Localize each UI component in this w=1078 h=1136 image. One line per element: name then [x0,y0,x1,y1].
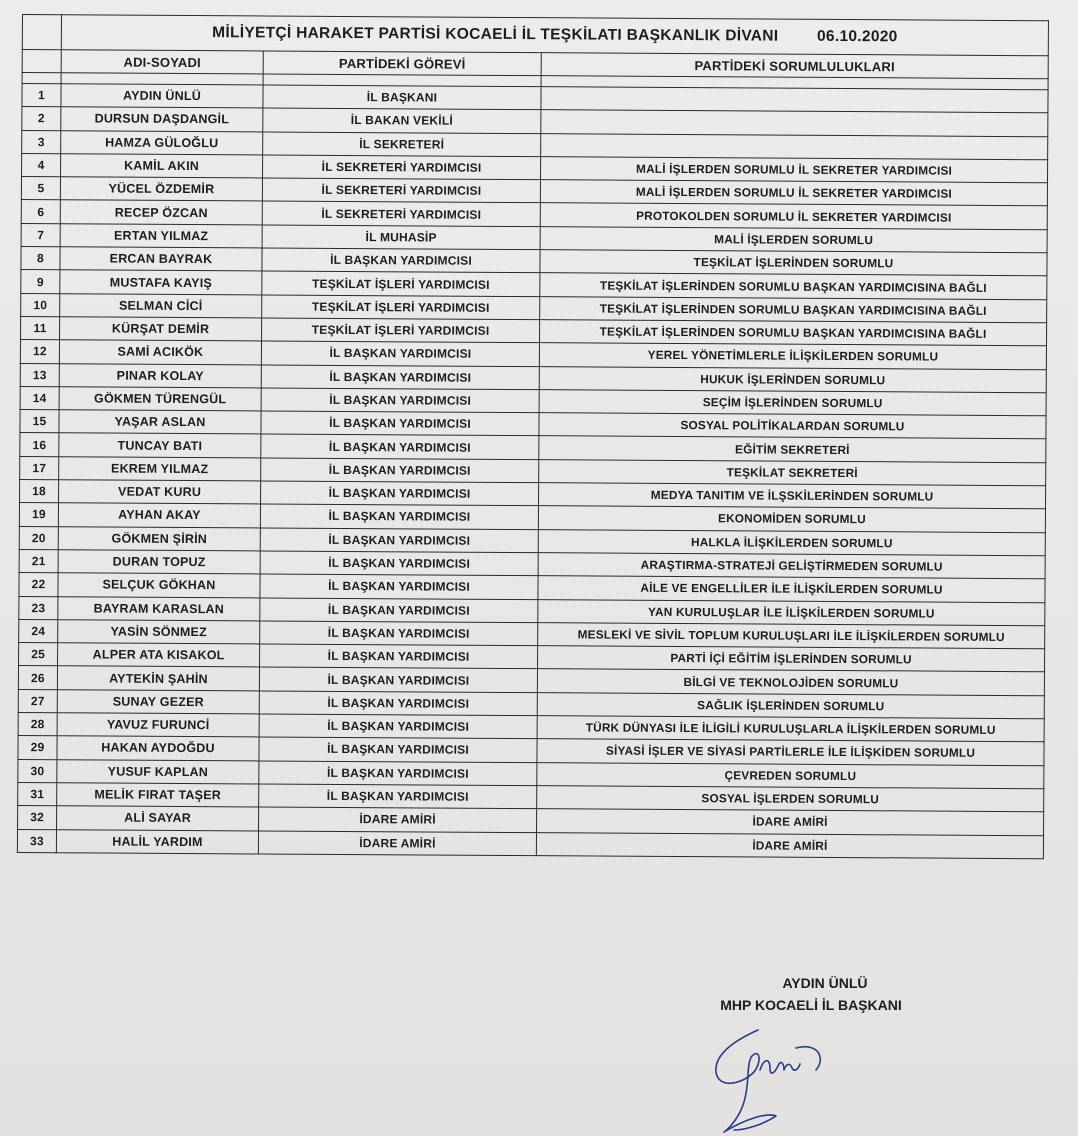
row-number: 17 [20,456,59,480]
party-duty: İL BAŞKAN YARDIMCISI [261,388,539,413]
party-responsibility: BİLGİ VE TEKNOLOJİDEN SORUMLU [537,669,1044,695]
row-number: 13 [20,363,59,387]
row-number: 33 [17,829,56,853]
title-corner-cell [22,15,61,50]
party-responsibility: YEREL YÖNETİMLERLE İLİŞKİLERDEN SORUMLU [539,343,1046,369]
party-duty: İL SEKRETERİ YARDIMCISI [263,155,541,180]
party-duty: İDARE AMİRİ [258,830,536,855]
header-name: ADI-SOYADI [61,50,263,74]
party-responsibility: HALKLA İLİŞKİLERDEN SORUMLU [538,529,1045,555]
member-name: MELİK FIRAT TAŞER [57,783,259,808]
row-number: 18 [20,480,59,504]
member-name: ERTAN YILMAZ [60,224,262,249]
member-name: GÖKMEN TÜRENGÜL [59,387,261,412]
party-responsibility: MESLEKİ VE SİVİL TOPLUM KURULUŞLARI İLE İLİŞKİLERDEN SORUMLU [538,622,1045,648]
party-duty: İL BAŞKAN YARDIMCISI [259,784,537,809]
party-responsibility: TEŞKİLAT İŞLERİNDEN SORUMLU [540,250,1047,276]
party-duty: İL BAŞKAN YARDIMCISI [261,365,539,390]
row-number: 7 [21,223,60,247]
member-name: ALİ SAYAR [57,806,259,831]
party-duty: İL BAŞKAN YARDIMCISI [259,714,537,739]
member-name: PINAR KOLAY [59,363,261,388]
row-number: 12 [20,340,59,364]
party-responsibility: ARAŞTIRMA-STRATEJİ GELİŞTİRMEDEN SORUMLU [538,553,1045,579]
party-responsibility: HUKUK İŞLERİNDEN SORUMLU [539,366,1046,392]
party-responsibility: TÜRK DÜNYASI İLE İLİGİLİ KURULUŞLARLA İLİŞKİLERDEN SORUMLU [537,716,1044,742]
signatory-title: MHP KOCAELİ İL BAŞKANI [720,997,902,1013]
party-duty: İL MUHASİP [262,225,540,250]
party-responsibility: EKONOMİDEN SORUMLU [538,506,1045,532]
row-number: 16 [20,433,59,457]
row-number: 2 [22,107,61,131]
row-number: 15 [20,410,59,434]
party-duty: İDARE AMİRİ [259,807,537,832]
party-duty: İL BAŞKAN YARDIMCISI [259,691,537,716]
party-responsibility [541,133,1048,159]
party-duty: TEŞKİLAT İŞLERİ YARDIMCISI [262,295,540,320]
row-number: 30 [18,759,57,783]
party-responsibility: MALİ İŞLERDEN SORUMLU İL SEKRETER YARDIMCISI [540,180,1047,206]
row-number: 14 [20,386,59,410]
party-responsibility: İDARE AMİRİ [536,832,1043,858]
handwritten-signature [700,1012,840,1136]
party-responsibility: MALİ İŞLERDEN SORUMLU İL SEKRETER YARDIMCISI [540,157,1047,183]
party-duty: İL BAŞKAN YARDIMCISI [259,667,537,692]
member-name: DURSUN DAŞDANGİL [61,107,263,132]
party-duty: İL BAŞKAN YARDIMCISI [261,341,539,366]
spacer-cell [22,73,61,84]
member-name: VEDAT KURU [59,480,261,505]
row-number: 23 [19,596,58,620]
row-number: 9 [21,270,60,294]
party-responsibility: TEŞKİLAT İŞLERİNDEN SORUMLU BAŞKAN YARDIMCISINA BAĞLI [540,296,1047,322]
member-name: YASİN SÖNMEZ [58,620,260,645]
row-number: 11 [21,316,60,340]
member-name: AYTEKİN ŞAHİN [57,666,259,691]
member-name: RECEP ÖZCAN [60,200,262,225]
row-number: 4 [22,153,61,177]
row-number: 22 [19,573,58,597]
party-duty: İL SEKRETERİ YARDIMCISI [262,178,540,203]
member-name: YÜCEL ÖZDEMİR [60,177,262,202]
member-name: ERCAN BAYRAK [60,247,262,272]
party-responsibility: SEÇİM İŞLERİNDEN SORUMLU [539,390,1046,416]
member-name: ALPER ATA KISAKOL [58,643,260,668]
member-name: GÖKMEN ŞİRİN [58,526,260,551]
party-duty: İL BAŞKAN YARDIMCISI [261,434,539,459]
header-no-cell [22,50,61,73]
party-responsibility: SOSYAL POLİTİKALARDAN SORUMLU [539,413,1046,439]
party-responsibility: PARTİ İÇİ EĞİTİM İŞLERİNDEN SORUMLU [538,646,1045,672]
party-responsibility: TEŞKİLAT İŞLERİNDEN SORUMLU BAŞKAN YARDIMCISINA BAĞLI [540,320,1047,346]
member-name: AYDIN ÜNLÜ [61,84,263,109]
party-responsibility: ÇEVREDEN SORUMLU [537,762,1044,788]
party-responsibility: İDARE AMİRİ [537,809,1044,835]
member-name: KAMİL AKIN [61,154,263,179]
party-responsibility: TEŞKİLAT İŞLERİNDEN SORUMLU BAŞKAN YARDIMCISINA BAĞLI [540,273,1047,299]
member-name: HAKAN AYDOĞDU [57,736,259,761]
party-responsibility: AİLE VE ENGELLİLER İLE İLİŞKİLERDEN SORUMLU [538,576,1045,602]
party-duty: İL BAŞKAN YARDIMCISI [260,574,538,599]
row-number: 25 [19,643,58,667]
member-name: YAVUZ FURUNCİ [57,713,259,738]
row-number: 10 [21,293,60,317]
party-responsibility: TEŞKİLAT SEKRETERİ [539,459,1046,485]
member-name: AYHAN AKAY [58,503,260,528]
row-number: 3 [22,130,61,154]
row-number: 29 [18,736,57,760]
member-name: DURAN TOPUZ [58,550,260,575]
party-duty: İL BAŞKAN YARDIMCISI [259,761,537,786]
member-name: MUSTAFA KAYIŞ [60,270,262,295]
row-number: 20 [19,526,58,550]
party-duty: TEŞKİLAT İŞLERİ YARDIMCISI [262,271,540,296]
party-duty: TEŞKİLAT İŞLERİ YARDIMCISI [262,318,540,343]
row-number: 28 [18,713,57,737]
party-duty: İL BAŞKAN YARDIMCISI [261,458,539,483]
header-duty: PARTİDEKİ GÖREVİ [263,51,541,76]
party-responsibility: SİYASİ İŞLER VE SİYASİ PARTİLERLE İLE İLİŞKİDEN SORUMLU [537,739,1044,765]
member-name: TUNCAY BATI [59,433,261,458]
party-duty: İL BAŞKAN YARDIMCISI [260,551,538,576]
header-responsibility: PARTİDEKİ SORUMLULUKLARI [541,53,1048,79]
table-row [17,829,1043,859]
party-responsibility: MEDYA TANITIM VE İLŞSKİLERİNDEN SORUMLU [539,483,1046,509]
party-duty: İL BAŞKAN YARDIMCISI [260,504,538,529]
row-number: 27 [18,689,57,713]
party-responsibility: YAN KURULUŞLAR İLE İLİŞKİLERDEN SORUMLU [538,599,1045,625]
member-name: SUNAY GEZER [57,689,259,714]
row-number: 31 [18,782,57,806]
signatory-name: AYDIN ÜNLÜ [782,975,868,991]
party-duty: İL BAŞKAN YARDIMCISI [260,528,538,553]
member-name: SAMİ ACIKÖK [59,340,261,365]
member-name: EKREM YILMAZ [59,456,261,481]
party-duty: İL SEKRETERİ YARDIMCISI [262,201,540,226]
row-number: 32 [18,806,57,830]
row-number: 24 [19,619,58,643]
party-responsibility: EĞİTİM SEKRETERİ [539,436,1046,462]
party-responsibility: SAĞLIK İŞLERİNDEN SORUMLU [537,692,1044,718]
member-name: HALİL YARDIM [56,829,258,854]
party-duty: İL BAŞKAN YARDIMCISI [260,597,538,622]
party-responsibility: PROTOKOLDEN SORUMLU İL SEKRETER YARDIMCISI [540,203,1047,229]
document-date: 06.10.2020 [816,27,898,46]
row-number: 6 [21,200,60,224]
party-duty: İL BAŞKAN YARDIMCISI [260,644,538,669]
party-duty: İL BAŞKAN YARDIMCISI [259,737,537,762]
member-name: SELÇUK GÖKHAN [58,573,260,598]
row-number: 8 [21,247,60,271]
member-name: HAMZA GÜLOĞLU [61,130,263,155]
party-duty: İL BAŞKAN YARDIMCISI [260,621,538,646]
party-responsibility [541,87,1048,113]
document-title: MİLİYETÇİ HARAKET PARTİSİ KOCAELİ İL TEŞKİLATI BAŞKANLIK DİVANI [212,24,779,45]
member-name: YUSUF KAPLAN [57,759,259,784]
row-number: 21 [19,549,58,573]
row-number: 1 [22,84,61,108]
roster-table [17,14,1049,859]
party-duty: İL BAKAN VEKİLİ [263,108,541,133]
party-responsibility: SOSYAL İŞLERDEN SORUMLU [537,786,1044,812]
row-number: 19 [19,503,58,527]
party-duty: İL BAŞKANI [263,85,541,110]
row-number: 5 [21,177,60,201]
member-name: KÜRŞAT DEMİR [60,317,262,342]
party-duty: İL BAŞKAN YARDIMCISI [261,481,539,506]
party-responsibility: MALİ İŞLERDEN SORUMLU [540,226,1047,252]
signature-block [676,972,946,1016]
member-name: BAYRAM KARASLAN [58,596,260,621]
party-duty: İL BAŞKAN YARDIMCISI [262,248,540,273]
member-name: SELMAN CİCİ [60,293,262,318]
member-name: YAŞAR ASLAN [59,410,261,435]
party-responsibility [541,110,1048,136]
title-cell [61,15,1048,56]
row-number: 26 [18,666,57,690]
party-duty: İL SEKRETERİ [263,132,541,157]
party-duty: İL BAŞKAN YARDIMCISI [261,411,539,436]
